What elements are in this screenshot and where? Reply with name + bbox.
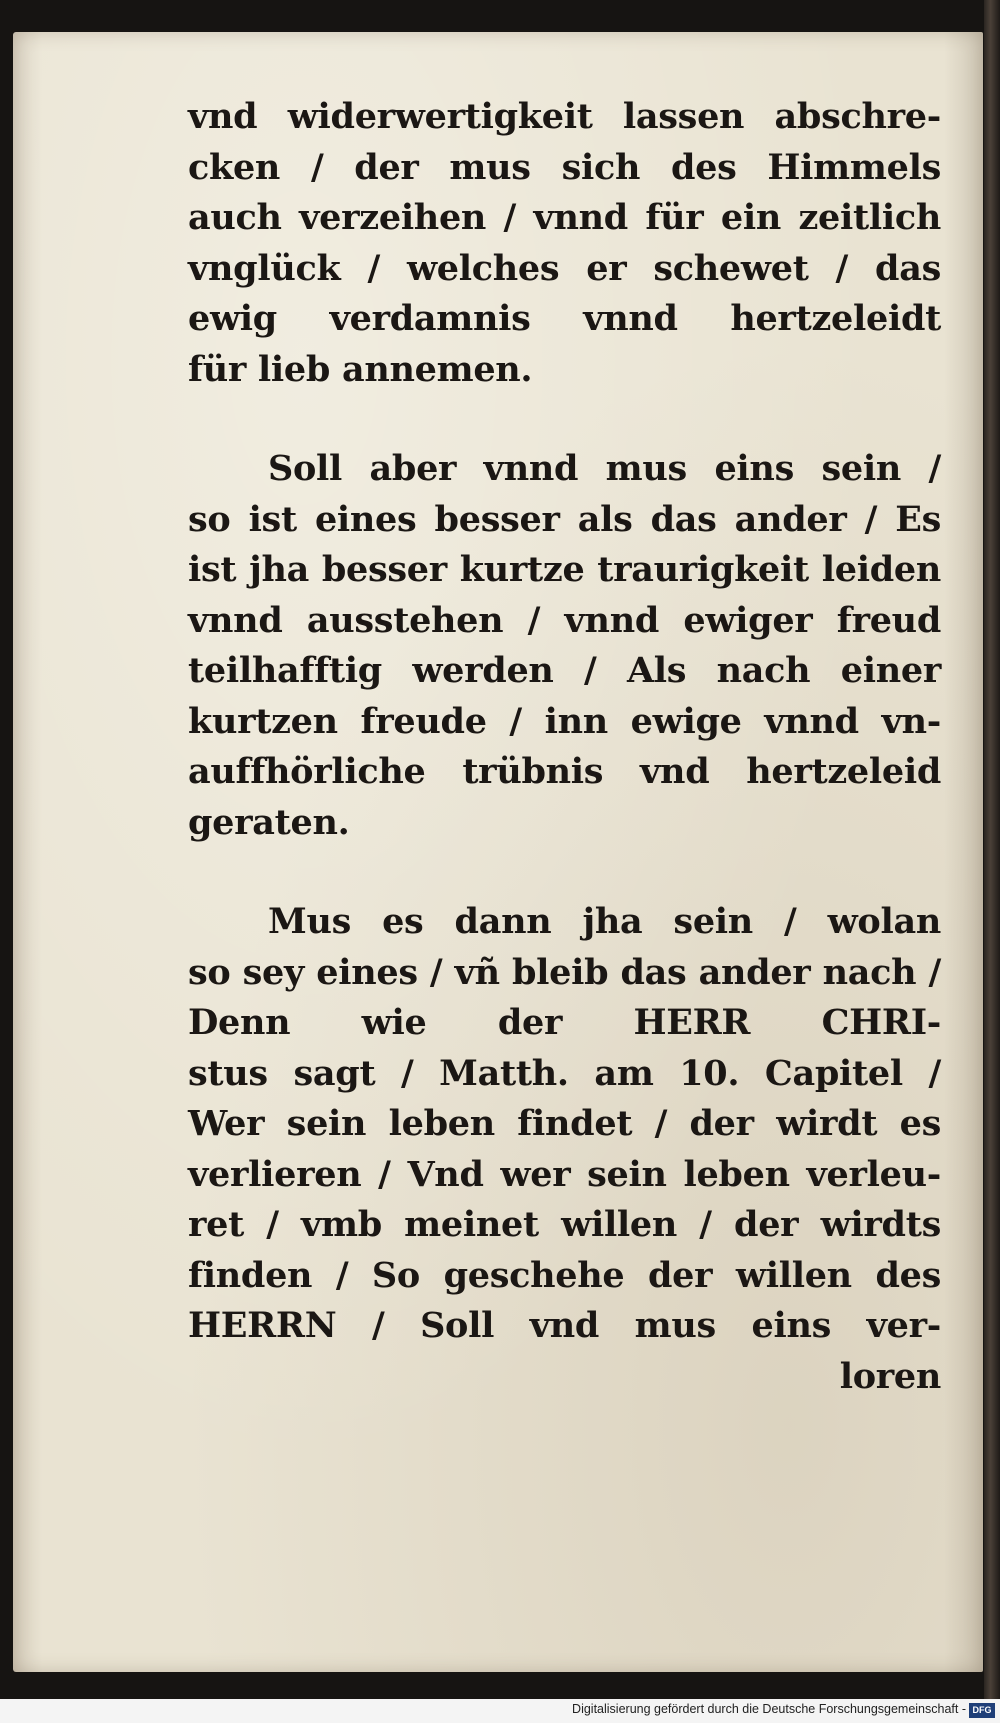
text-line: HERRN / Soll vnd mus eins ver- — [188, 1305, 941, 1346]
text-line: cken / der mus sich des Himmels — [188, 146, 941, 188]
text-line: verlieren / Vnd wer sein leben verleu- — [188, 1153, 941, 1195]
text-line: teilhafftig werden / Als nach einer — [188, 650, 941, 691]
paragraph-2 — [188, 444, 941, 848]
book-edge — [984, 0, 1000, 1700]
text-line: Wer sein leben findet / der wirdt es — [188, 1103, 941, 1144]
digitization-footer — [0, 1699, 1000, 1723]
paragraph-3 — [188, 897, 941, 1402]
text-line: für lieb annemen. — [188, 348, 533, 390]
text-line: vnd widerwertigkeit lassen abschre- — [188, 96, 941, 137]
text-line: finden / So geschehe der willen des — [188, 1254, 941, 1296]
text-line: geraten. — [188, 801, 350, 843]
paragraph-1 — [188, 92, 941, 395]
text-line: Mus es dann jha sein / wolan — [268, 901, 941, 942]
text-line: ist jha besser kurtze traurigkeit leiden — [188, 549, 941, 590]
dfg-logo-icon: DFG — [969, 1703, 995, 1718]
text-line: auffhörliche trübnis vnd hertzeleid — [188, 751, 941, 792]
page-text — [188, 92, 941, 1402]
text-line: Denn wie der HERR CHRI- — [188, 1002, 941, 1043]
text-line: so sey eines / vñ bleib das ander nach / — [188, 951, 941, 993]
text-line: vnnd ausstehen / vnnd ewiger freud — [188, 599, 941, 641]
text-line: stus sagt / Matth. am 10. Capitel / — [188, 1052, 941, 1094]
catchword: loren — [839, 1355, 941, 1397]
text-line: auch verzeihen / vnnd für ein zeitlich — [188, 197, 941, 238]
text-line: ewig verdamnis vnnd hertzeleidt — [188, 298, 941, 339]
text-line: ret / vmb meinet willen / der wirdts — [188, 1204, 941, 1245]
funding-notice: Digitalisierung gefördert durch die Deutsche Forschungsgemeinschaft - — [572, 1702, 966, 1716]
text-line: kurtzen freude / inn ewige vnnd vn- — [188, 700, 941, 742]
text-line: so ist eines besser als das ander / Es — [188, 498, 941, 540]
text-line: vnglück / welches er schewet / das — [188, 247, 941, 289]
text-line: Soll aber vnnd mus eins sein / — [268, 448, 941, 489]
